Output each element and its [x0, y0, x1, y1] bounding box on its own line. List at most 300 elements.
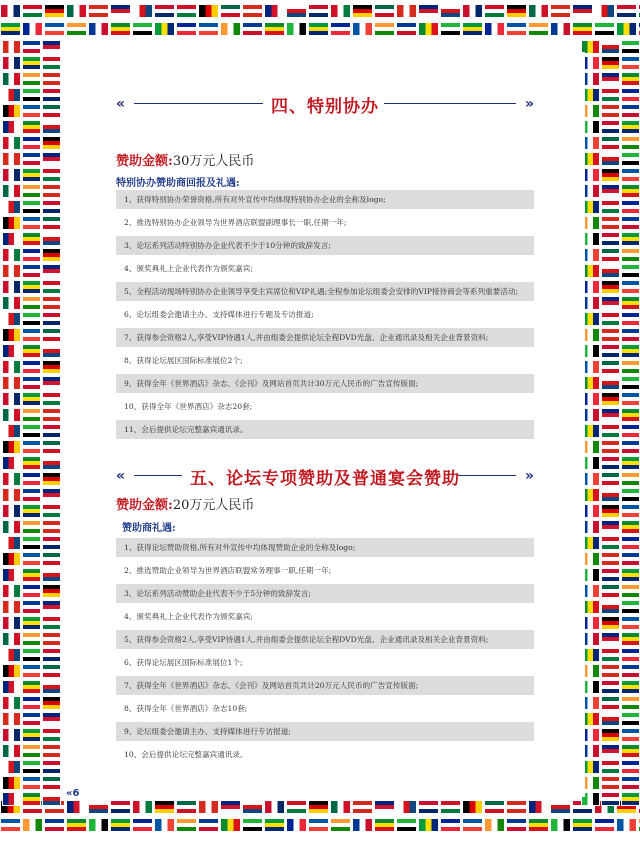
list-item: 7、获得参会资格2人,享受VIP待遇1人,并由组委会提供论坛全程DVD光盘、企业通讯录及相关企业背景资料; — [116, 328, 534, 347]
flag-icon — [484, 4, 505, 18]
flag-icon — [601, 120, 620, 134]
flag-icon — [2, 200, 21, 214]
flag-icon — [42, 168, 61, 182]
flag-icon — [42, 232, 61, 246]
flag-icon — [42, 136, 61, 150]
flag-icon — [528, 800, 549, 814]
flag-icon — [66, 4, 87, 18]
flag-icon — [484, 818, 505, 832]
list-item: 9、论坛组委会邀请主办、支持媒体进行专访报道; — [116, 722, 534, 741]
section4-list — [116, 190, 534, 443]
flag-icon — [550, 22, 571, 36]
flag-icon — [528, 4, 549, 18]
flag-icon — [66, 800, 87, 814]
flag-icon — [22, 776, 41, 790]
flag-icon — [621, 312, 640, 326]
flag-icon — [601, 712, 620, 726]
flag-icon — [621, 376, 640, 390]
flag-icon — [374, 818, 395, 832]
flag-icon — [2, 696, 21, 710]
flag-icon — [308, 800, 329, 814]
flag-icon — [22, 616, 41, 630]
flag-icon — [572, 22, 593, 36]
double-chevron-left-icon: « — [116, 468, 124, 484]
flag-icon — [2, 248, 21, 262]
flag-icon — [621, 664, 640, 678]
flag-icon — [621, 392, 640, 406]
flag-icon — [2, 120, 21, 134]
list-item: 3、论坛系列活动特别协办企业代表不少于10分钟的致辞发言; — [116, 236, 534, 255]
flag-icon — [22, 312, 41, 326]
flag-icon — [601, 488, 620, 502]
flag-icon — [22, 536, 41, 550]
flag-icon — [22, 88, 41, 102]
flag-icon — [22, 504, 41, 518]
flag-icon — [621, 168, 640, 182]
flag-icon — [110, 22, 131, 36]
flag-icon — [42, 600, 61, 614]
flag-icon — [506, 4, 527, 18]
flag-icon — [0, 818, 21, 832]
flag-icon — [2, 56, 21, 70]
flag-icon — [176, 818, 197, 832]
flag-icon — [601, 392, 620, 406]
flag-icon — [286, 818, 307, 832]
flag-icon — [440, 800, 461, 814]
flag-icon — [42, 88, 61, 102]
flag-icon — [621, 328, 640, 342]
flag-icon — [601, 152, 620, 166]
flag-icon — [42, 456, 61, 470]
flag-icon — [308, 818, 329, 832]
double-chevron-left-icon: « — [116, 96, 124, 112]
flag-icon — [621, 216, 640, 230]
flag-icon — [601, 312, 620, 326]
flag-icon — [352, 4, 373, 18]
flag-icon — [601, 328, 620, 342]
flag-icon — [621, 120, 640, 134]
flag-icon — [42, 120, 61, 134]
flag-icon — [0, 22, 21, 36]
flag-icon — [601, 728, 620, 742]
flag-icon — [42, 728, 61, 742]
flag-icon — [22, 408, 41, 422]
flag-icon — [621, 552, 640, 566]
flag-icon — [154, 4, 175, 18]
flag-icon — [601, 424, 620, 438]
flag-icon — [264, 800, 285, 814]
flag-icon — [621, 488, 640, 502]
flag-icon — [330, 818, 351, 832]
flag-icon — [621, 56, 640, 70]
flag-icon — [601, 664, 620, 678]
flag-icon — [2, 296, 21, 310]
flag-icon — [198, 4, 219, 18]
list-item: 6、获得论坛展区国际标准展位1个; — [116, 653, 534, 672]
flag-icon — [42, 504, 61, 518]
flag-icon — [621, 472, 640, 486]
flag-icon — [2, 760, 21, 774]
flag-icon — [22, 744, 41, 758]
flag-icon — [42, 648, 61, 662]
flag-icon — [616, 22, 637, 36]
flag-icon — [198, 22, 219, 36]
divider-line — [384, 103, 516, 104]
flag-icon — [2, 776, 21, 790]
flag-icon — [621, 152, 640, 166]
flag-icon — [2, 456, 21, 470]
flag-icon — [176, 800, 197, 814]
flag-icon — [506, 800, 527, 814]
flag-icon — [22, 760, 41, 774]
section5-list — [116, 538, 534, 768]
flag-icon — [132, 4, 153, 18]
flag-icon — [42, 712, 61, 726]
flag-icon — [440, 22, 461, 36]
flag-icon — [2, 104, 21, 118]
flag-icon — [601, 376, 620, 390]
flag-icon — [42, 520, 61, 534]
flag-icon — [22, 264, 41, 278]
flag-icon — [621, 40, 640, 54]
flag-icon — [601, 408, 620, 422]
flag-icon — [418, 800, 439, 814]
flag-icon — [264, 4, 285, 18]
flag-icon — [330, 22, 351, 36]
flag-icon — [621, 696, 640, 710]
flag-icon — [621, 712, 640, 726]
flag-icon — [621, 760, 640, 774]
flag-icon — [621, 792, 640, 806]
flag-icon — [2, 648, 21, 662]
flag-icon — [22, 280, 41, 294]
section5-amount — [116, 494, 254, 513]
amount-value: 20万元人民币 — [172, 498, 255, 513]
flag-icon — [2, 680, 21, 694]
flag-icon — [88, 22, 109, 36]
amount-label: 赞助金额: — [116, 498, 173, 513]
flag-icon — [594, 22, 615, 36]
flag-icon — [601, 696, 620, 710]
flag-icon — [462, 800, 483, 814]
flag-icon — [42, 792, 61, 806]
flag-icon — [2, 72, 21, 86]
flag-icon — [154, 818, 175, 832]
flag-icon — [2, 40, 21, 54]
flag-icon — [621, 520, 640, 534]
section5-title: 五、论坛专项赞助及普通宴会赞助 — [182, 469, 468, 489]
flag-icon — [42, 568, 61, 582]
list-item: 7、获得全年《世界酒店》杂志、《会刊》及网站首页共计20万元人民币的广告宣传版面; — [116, 676, 534, 695]
flag-icon — [22, 440, 41, 454]
flag-icon — [42, 360, 61, 374]
flag-icon — [601, 680, 620, 694]
flag-icon — [621, 744, 640, 758]
flag-icon — [308, 4, 329, 18]
flag-icon — [621, 280, 640, 294]
section5-header — [116, 464, 534, 488]
flag-icon — [2, 616, 21, 630]
flag-icon — [2, 632, 21, 646]
flag-icon — [621, 504, 640, 518]
flag-icon — [621, 632, 640, 646]
flag-icon — [42, 552, 61, 566]
flag-icon — [22, 680, 41, 694]
flag-icon — [621, 232, 640, 246]
flag-icon — [396, 800, 417, 814]
flag-icon — [2, 584, 21, 598]
flag-icon — [601, 536, 620, 550]
amount-value: 30万元人民币 — [172, 154, 255, 169]
flag-icon — [110, 818, 131, 832]
double-chevron-left-icon: « — [66, 788, 73, 799]
flag-icon — [601, 552, 620, 566]
flag-icon — [601, 360, 620, 374]
flag-icon — [42, 584, 61, 598]
flag-icon — [22, 328, 41, 342]
flag-icon — [44, 4, 65, 18]
flag-icon — [621, 72, 640, 86]
list-item: 2、推选特别协办企业领导为世界酒店联盟副理事长一职,任期一年; — [116, 213, 534, 232]
flag-icon — [286, 800, 307, 814]
flag-icon — [22, 632, 41, 646]
flag-icon — [621, 264, 640, 278]
flag-icon — [621, 200, 640, 214]
flag-icon — [22, 728, 41, 742]
flag-icon — [601, 456, 620, 470]
flag-icon — [2, 504, 21, 518]
flag-icon — [621, 616, 640, 630]
flag-icon — [601, 232, 620, 246]
flag-icon — [110, 800, 131, 814]
flag-icon — [22, 4, 43, 18]
flag-icon — [601, 472, 620, 486]
list-item: 5、全程活动现场特别协办企业领导享受主宾席位和VIP礼遇;全程参加论坛组委会安排的VIP接待商会等系列重要活动; — [116, 282, 534, 301]
flag-icon — [42, 664, 61, 678]
flag-icon — [2, 152, 21, 166]
flag-icon — [621, 248, 640, 262]
flag-icon — [22, 56, 41, 70]
list-item: 10、会后提供论坛完整嘉宾通讯录。 — [116, 745, 534, 764]
flag-icon — [44, 818, 65, 832]
flag-icon — [42, 40, 61, 54]
flag-icon — [88, 818, 109, 832]
flag-icon — [528, 22, 549, 36]
flag-icon — [621, 584, 640, 598]
flag-icon — [22, 392, 41, 406]
flag-icon — [2, 664, 21, 678]
flag-icon — [22, 792, 41, 806]
flag-icon — [621, 776, 640, 790]
flag-icon — [22, 104, 41, 118]
flag-icon — [42, 632, 61, 646]
flag-icon — [601, 632, 620, 646]
flag-icon — [42, 312, 61, 326]
flag-icon — [22, 136, 41, 150]
flag-icon — [601, 264, 620, 278]
flag-icon — [462, 818, 483, 832]
section4-subtitle: 特别协办赞助商回报及礼遇: — [116, 178, 240, 189]
flag-icon — [42, 200, 61, 214]
flag-icon — [132, 22, 153, 36]
flag-icon — [440, 818, 461, 832]
flag-icon — [42, 488, 61, 502]
flag-icon — [621, 184, 640, 198]
flag-icon — [396, 4, 417, 18]
flag-icon — [462, 4, 483, 18]
flag-icon — [621, 536, 640, 550]
flag-icon — [550, 818, 571, 832]
flag-icon — [601, 520, 620, 534]
flag-icon — [594, 4, 615, 18]
flag-icon — [2, 408, 21, 422]
flag-icon — [601, 168, 620, 182]
flag-icon — [601, 584, 620, 598]
flag-icon — [22, 120, 41, 134]
flag-icon — [42, 680, 61, 694]
flag-icon — [621, 136, 640, 150]
flag-icon — [2, 360, 21, 374]
flag-icon — [2, 328, 21, 342]
flag-icon — [601, 296, 620, 310]
flag-icon — [22, 72, 41, 86]
flag-icon — [506, 22, 527, 36]
list-item: 1、获得论坛赞助资格,所有对外宣传中均体现赞助企业的全称及logo; — [116, 538, 534, 557]
flag-icon — [264, 818, 285, 832]
list-item: 4、颁奖典礼上企业代表作为颁奖嘉宾; — [116, 607, 534, 626]
flag-icon — [198, 818, 219, 832]
flag-icon — [2, 136, 21, 150]
list-item: 1、获得特别协办荣誉资格,所有对外宣传中均体现特别协办企业的全称及logo; — [116, 190, 534, 209]
flag-icon — [621, 568, 640, 582]
flag-icon — [22, 552, 41, 566]
flag-icon — [22, 600, 41, 614]
flag-icon — [22, 488, 41, 502]
flag-icon — [286, 22, 307, 36]
flag-icon — [396, 818, 417, 832]
flag-icon — [2, 88, 21, 102]
flag-icon — [621, 104, 640, 118]
flag-icon — [22, 168, 41, 182]
flag-icon — [66, 22, 87, 36]
flag-icon — [176, 4, 197, 18]
flag-icon — [22, 184, 41, 198]
flag-icon — [528, 818, 549, 832]
flag-icon — [601, 216, 620, 230]
flag-icon — [601, 200, 620, 214]
page-number-value: 6 — [72, 788, 80, 799]
amount-label: 赞助金额: — [116, 154, 173, 169]
flag-icon — [418, 4, 439, 18]
flag-icon — [2, 600, 21, 614]
flag-icon — [2, 520, 21, 534]
page-number — [66, 788, 79, 799]
double-chevron-right-icon: » — [524, 468, 532, 484]
list-item: 9、获得全年《世界酒店》杂志、《会刊》及网站首页共计30万元人民币的广告宣传版面; — [116, 374, 534, 393]
flag-icon — [42, 264, 61, 278]
flag-icon — [22, 520, 41, 534]
flag-icon — [601, 744, 620, 758]
flag-icon — [601, 600, 620, 614]
flag-icon — [154, 800, 175, 814]
flag-icon — [220, 800, 241, 814]
flag-icon — [2, 280, 21, 294]
section5-subtitle: 赞助商礼遇: — [122, 523, 176, 534]
flag-icon — [601, 792, 620, 806]
flag-icon — [2, 312, 21, 326]
flag-icon — [2, 264, 21, 278]
flag-icon — [0, 4, 21, 18]
flag-icon — [2, 168, 21, 182]
flag-icon — [42, 248, 61, 262]
flag-icon — [22, 40, 41, 54]
flag-icon — [621, 456, 640, 470]
flag-icon — [22, 232, 41, 246]
flag-icon — [22, 568, 41, 582]
section4-amount — [116, 150, 254, 169]
flag-icon — [2, 728, 21, 742]
flag-icon — [42, 184, 61, 198]
flag-icon — [550, 4, 571, 18]
flag-icon — [42, 440, 61, 454]
flag-icon — [220, 22, 241, 36]
flag-icon — [352, 818, 373, 832]
flag-icon — [2, 744, 21, 758]
list-item: 11、会后提供论坛完整嘉宾通讯录。 — [116, 420, 534, 439]
flag-icon — [418, 22, 439, 36]
flag-icon — [22, 22, 43, 36]
flag-icon — [601, 56, 620, 70]
list-item: 3、论坛系列活动赞助企业代表不少于5分钟的致辞发言; — [116, 584, 534, 603]
flag-icon — [2, 344, 21, 358]
flag-icon — [22, 360, 41, 374]
flag-icon — [601, 184, 620, 198]
flag-icon — [2, 392, 21, 406]
flag-icon — [374, 800, 395, 814]
flag-icon — [42, 376, 61, 390]
section4-header — [116, 92, 534, 116]
flag-icon — [601, 776, 620, 790]
flag-icon — [2, 424, 21, 438]
flag-icon — [42, 392, 61, 406]
flag-icon — [418, 818, 439, 832]
flag-icon — [601, 568, 620, 582]
flag-icon — [2, 440, 21, 454]
flag-icon — [330, 4, 351, 18]
list-item: 8、获得全年《世界酒店》杂志10套; — [116, 699, 534, 718]
flag-icon — [601, 136, 620, 150]
flag-icon — [440, 4, 461, 18]
flag-icon — [264, 22, 285, 36]
flag-icon — [154, 22, 175, 36]
flag-icon — [621, 648, 640, 662]
flag-icon — [601, 104, 620, 118]
flag-icon — [242, 818, 263, 832]
flag-icon — [396, 22, 417, 36]
flag-icon — [2, 488, 21, 502]
flag-icon — [594, 818, 615, 832]
flag-icon — [42, 744, 61, 758]
flag-icon — [484, 22, 505, 36]
flag-icon — [616, 4, 637, 18]
flag-icon — [601, 440, 620, 454]
flag-icon — [42, 536, 61, 550]
flag-icon — [22, 248, 41, 262]
flag-icon — [601, 760, 620, 774]
flag-icon — [42, 328, 61, 342]
flag-icon — [621, 296, 640, 310]
flag-icon — [2, 568, 21, 582]
